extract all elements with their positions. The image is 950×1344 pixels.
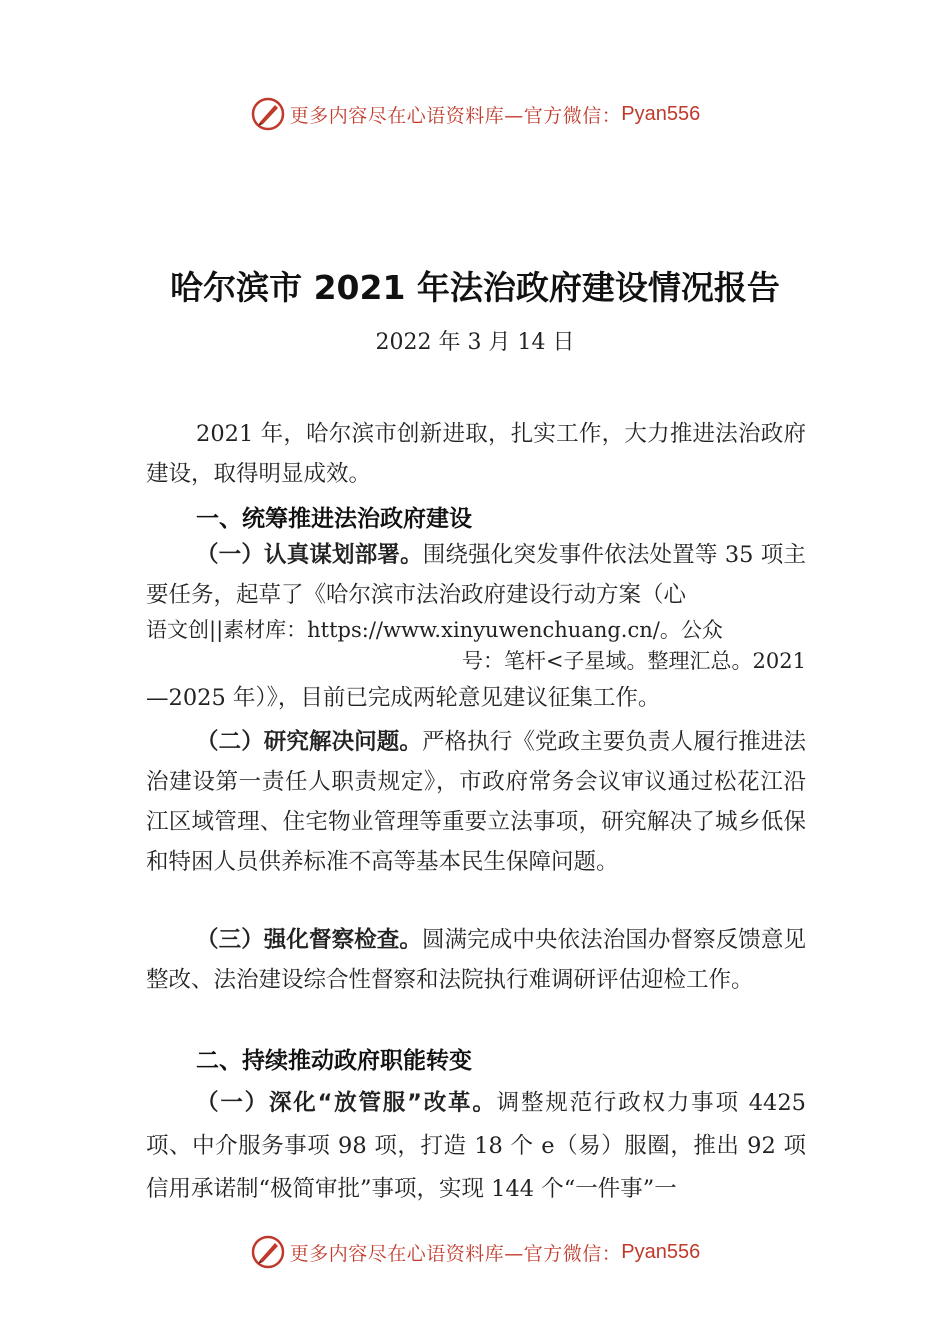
section1-p2-lead: （二）研究解决问题。	[196, 729, 422, 755]
section1-p1-lead: （一）认真谋划部署。	[196, 542, 423, 568]
section1-p1-tail: —2025 年）》，目前已完成两轮意见建议征集工作。	[146, 685, 661, 711]
section1-paragraph1	[146, 535, 806, 615]
section2-paragraph1	[146, 1082, 806, 1211]
section2-heading: 二、持续推动政府职能转变	[196, 1048, 472, 1074]
section1-p1-url-line: 语文创||素材库：https://www.xinyuwenchuang.cn/。公众	[146, 618, 723, 642]
section1-p1-text: 围绕强化突发事件依法处置等 35 项主要任务，起草了《哈尔滨市法治政府建设行动方案（心	[146, 542, 806, 608]
pen-logo-icon	[250, 1234, 286, 1270]
section1-p1-right-line: 号：笔杆<子星域。整理汇总。2021	[461, 649, 806, 673]
banner-text: 更多内容尽在心语资料库—官方微信：	[289, 1242, 622, 1265]
section1-p3-lead: （三）强化督察检查。	[196, 927, 422, 953]
section1-paragraph2	[146, 722, 806, 882]
banner-wechat-id: Pyan556	[621, 1240, 701, 1263]
section1-paragraph3	[146, 920, 806, 1000]
section1-p2-text: 严格执行《党政主要负责人履行推进法治建设第一责任人职责规定》，市政府常务会议审议通过松花江沿江区域管理、住宅物业管理等重要立法事项，研究解决了城乡低保和特困人员供养标准不高等基本民生保障问题。	[146, 729, 806, 875]
footer-watermark-banner	[0, 1232, 950, 1272]
section2-p1-lead: （一）深化“放管服”改革。	[196, 1090, 497, 1116]
pen-logo-icon	[250, 96, 286, 132]
intro-paragraph: 2021 年，哈尔滨市创新进取，扎实工作，大力推进法治政府建设，取得明显成效。	[146, 421, 806, 487]
section1-p3-text: 圆满完成中央依法治国办督察反馈意见整改、法治建设综合性督察和法院执行难调研评估迎检工作。	[146, 927, 806, 993]
section2-p1-text: 调整规范行政权力事项 4425 项、中介服务事项 98 项，打造 18 个 e（易）服圈，推出 92 项信用承诺制“极简审批”事项，实现 144 个“一件事”一	[146, 1090, 806, 1202]
section1-heading: 一、统筹推进法治政府建设	[196, 506, 472, 532]
banner-text: 更多内容尽在心语资料库—官方微信：	[289, 104, 622, 127]
banner-wechat-id: Pyan556	[621, 102, 701, 125]
document-title: 哈尔滨市 2021 年法治政府建设情况报告	[170, 268, 780, 307]
document-date: 2022 年 3 月 14 日	[375, 330, 575, 355]
header-watermark-banner	[0, 94, 950, 134]
